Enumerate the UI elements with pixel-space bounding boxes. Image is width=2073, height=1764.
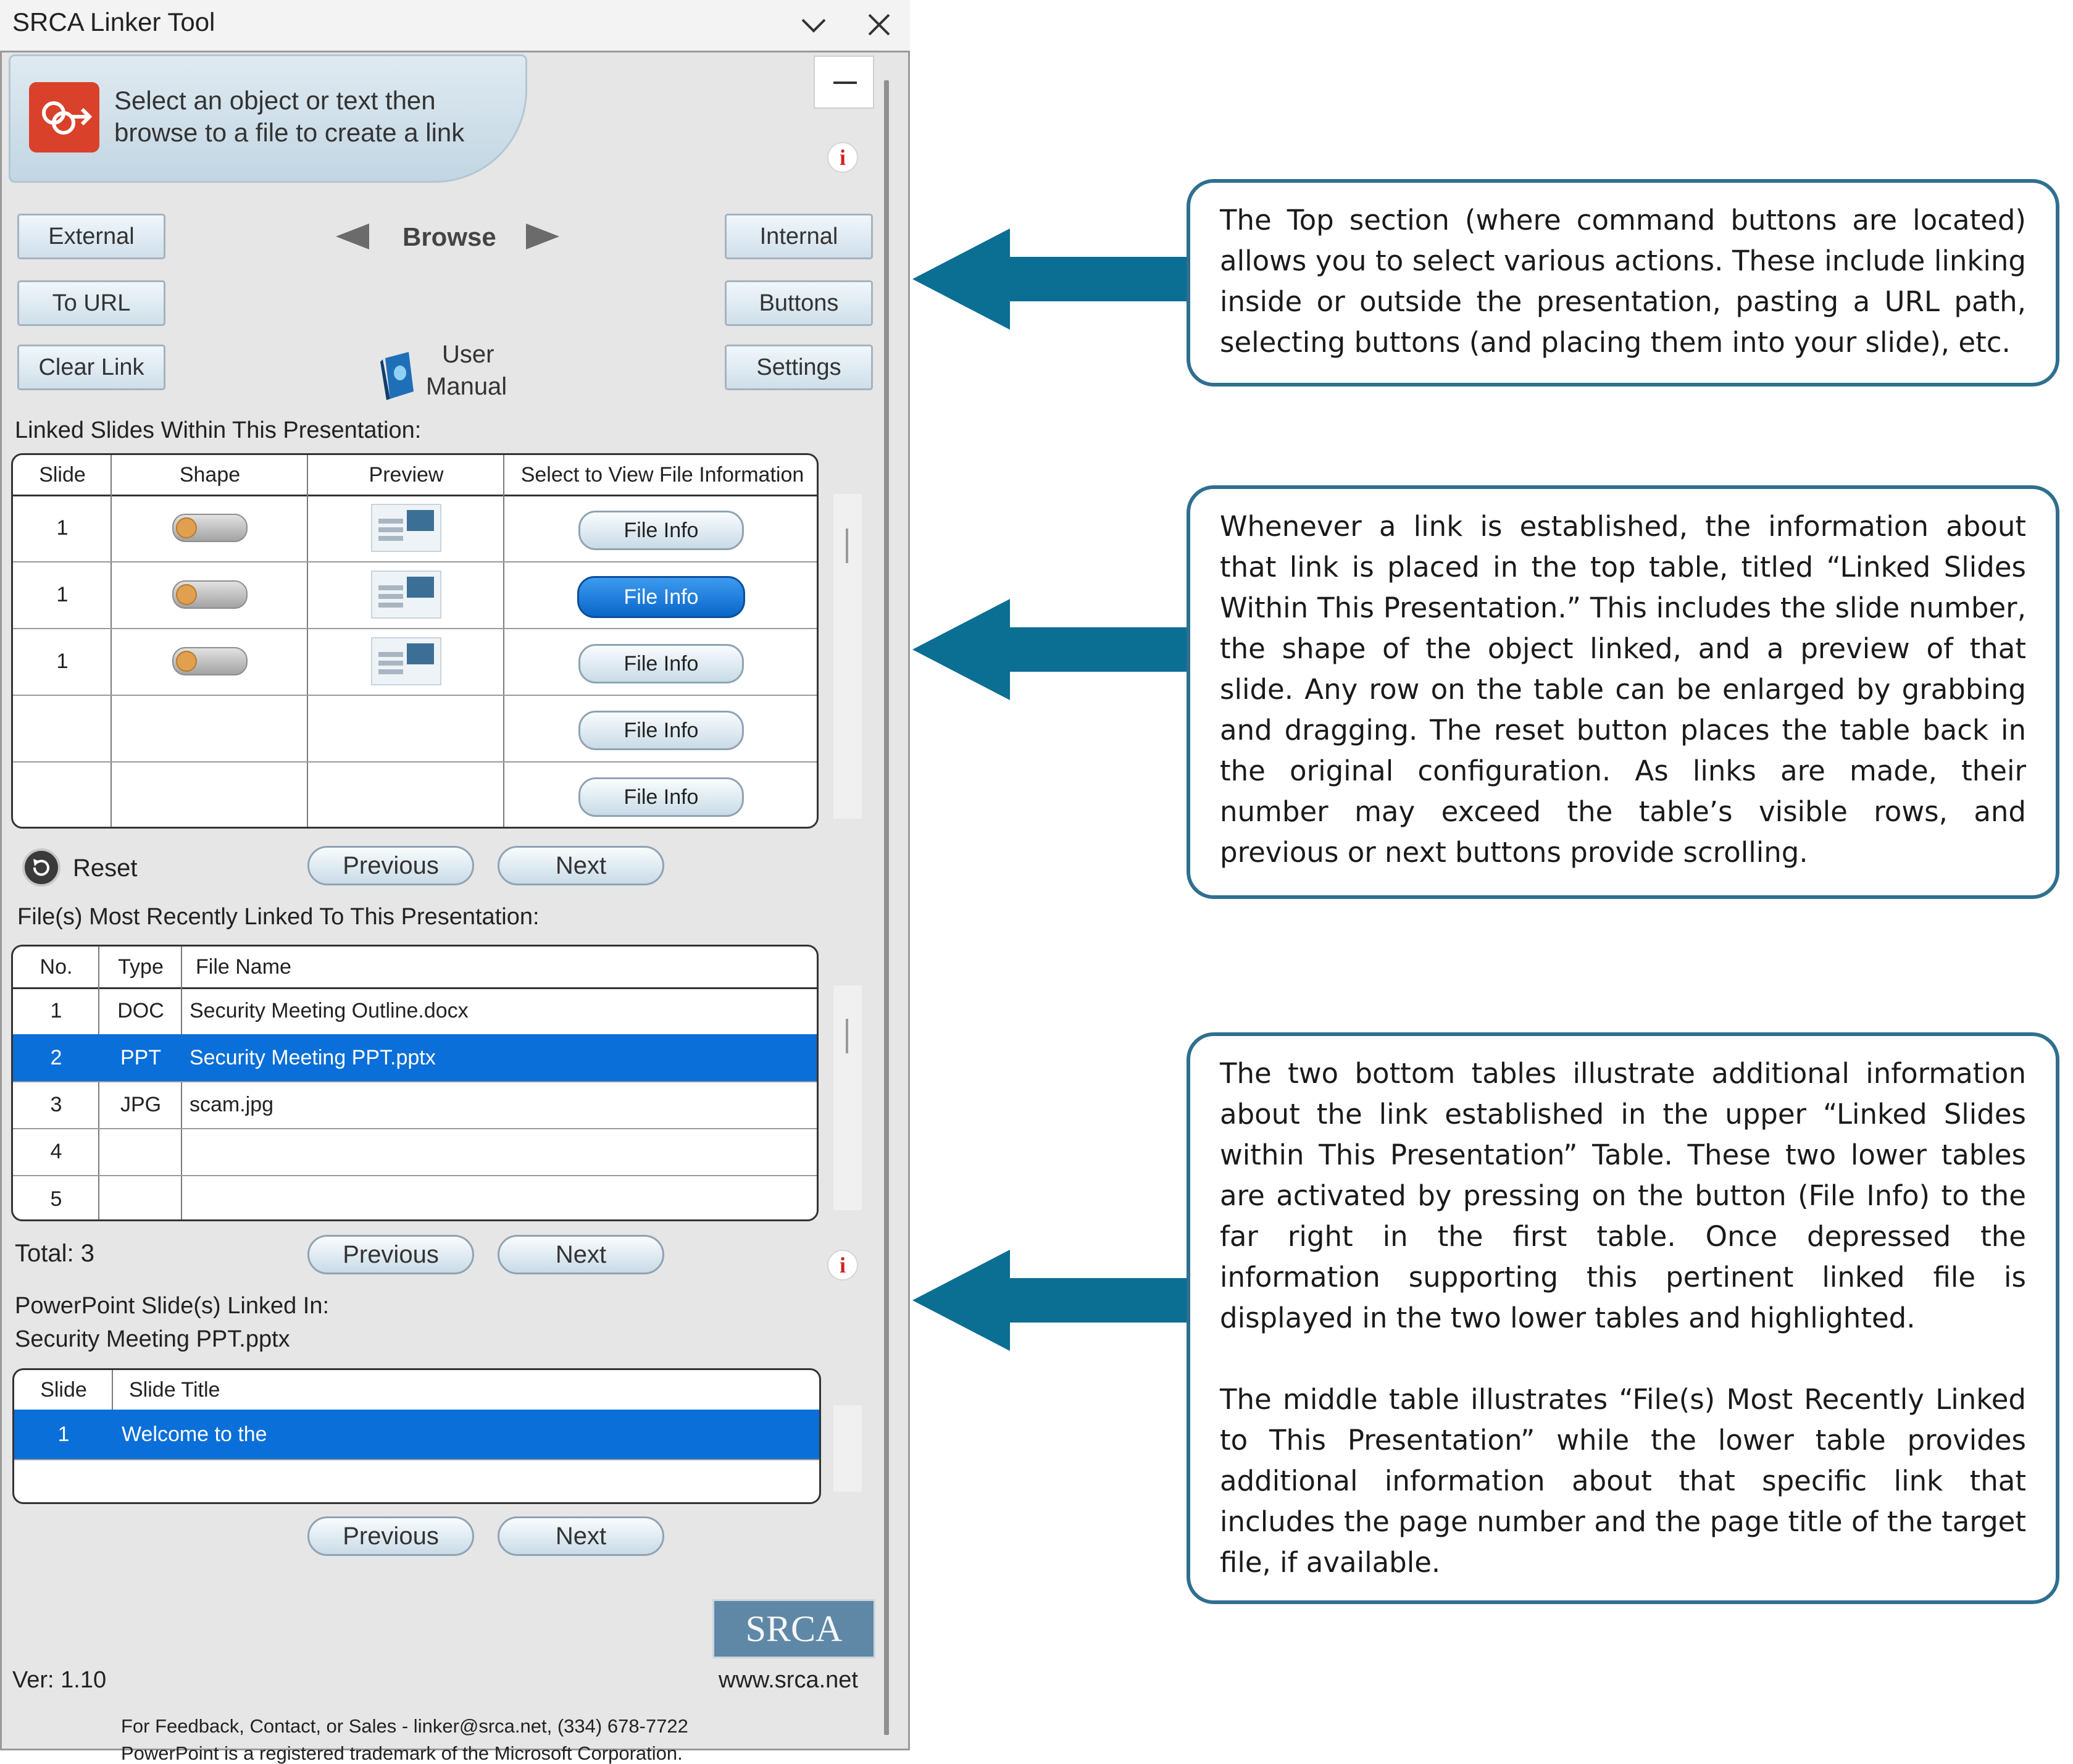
table-row[interactable] bbox=[13, 761, 817, 829]
header-file-information: Select to View File Information bbox=[520, 462, 804, 487]
file-info-button-active[interactable]: File Info bbox=[577, 576, 745, 618]
website-link[interactable]: www.srca.net bbox=[719, 1667, 858, 1693]
slides-linked-file: Security Meeting PPT.pptx bbox=[15, 1326, 290, 1352]
recent-files-table bbox=[11, 945, 819, 1221]
file-info-button[interactable]: File Info bbox=[578, 711, 744, 750]
preview-cell bbox=[308, 561, 504, 628]
row-slide bbox=[13, 761, 112, 829]
slide-preview-thumbnail bbox=[371, 504, 441, 552]
row-type: DOC bbox=[117, 998, 164, 1022]
row-slide: 1 bbox=[56, 582, 69, 606]
header-preview: Preview bbox=[369, 462, 444, 487]
row-type: JPG bbox=[120, 1092, 162, 1116]
shape-cell bbox=[112, 561, 308, 628]
row-file-name: Security Meeting Outline.docx bbox=[190, 998, 469, 1022]
header-slide-title: Slide Title bbox=[129, 1377, 220, 1402]
row-slide-title: Welcome to the bbox=[122, 1422, 267, 1446]
header-shape: Shape bbox=[179, 462, 241, 487]
table-row[interactable] bbox=[13, 628, 817, 696]
file-info-button[interactable]: File Info bbox=[578, 644, 744, 683]
shape-toggle-icon bbox=[172, 647, 248, 675]
table-row[interactable] bbox=[13, 695, 817, 763]
row-no: 1 bbox=[50, 998, 62, 1022]
table-row[interactable] bbox=[13, 1128, 817, 1176]
arrow-left-icon bbox=[909, 594, 1196, 705]
table-row-selected[interactable] bbox=[13, 1034, 817, 1082]
row-no: 3 bbox=[50, 1092, 62, 1116]
info-icon[interactable]: i bbox=[827, 142, 858, 173]
arrow-left-icon bbox=[909, 1245, 1196, 1356]
header-file-name: File Name bbox=[196, 955, 291, 979]
browse-right-icon[interactable] bbox=[523, 221, 562, 252]
row-type bbox=[99, 1175, 182, 1221]
linker-panel bbox=[0, 0, 910, 1764]
files-next-button[interactable]: Next bbox=[498, 1235, 664, 1274]
link-icon bbox=[29, 82, 99, 153]
recent-files-scrollbar[interactable] bbox=[833, 985, 862, 1210]
scroll-thumb[interactable] bbox=[846, 529, 848, 563]
panel-scrollbar[interactable] bbox=[884, 80, 889, 1735]
callout-top-text: The Top section (where command buttons are located) allows you to select various actions. These include linking inside or outside the presentation, pasting a URL path, selecting buttons (and placing them into your slide), etc. bbox=[1220, 204, 2026, 359]
buttons-button[interactable]: Buttons bbox=[725, 280, 873, 326]
row-type: PPT bbox=[120, 1045, 162, 1069]
callout-middle bbox=[1187, 485, 2059, 899]
close-icon[interactable] bbox=[867, 12, 891, 37]
minimize-button[interactable] bbox=[814, 56, 874, 109]
linked-slides-scrollbar[interactable] bbox=[833, 494, 862, 819]
callout-bottom-text-2: The middle table illustrates “File(s) Most Recently Linked to This Presentation” while the lower table provides additional information about that specific link that includes the page number and the page title of the target file, if available. bbox=[1220, 1383, 2026, 1579]
linked-previous-button[interactable]: Previous bbox=[307, 846, 474, 885]
slides-previous-button[interactable]: Previous bbox=[307, 1516, 474, 1556]
shape-toggle-icon bbox=[172, 580, 248, 609]
info-icon[interactable]: i bbox=[827, 1250, 858, 1281]
reset-label[interactable]: Reset bbox=[73, 855, 138, 882]
reset-icon[interactable] bbox=[22, 848, 60, 887]
window-title: SRCA Linker Tool bbox=[12, 7, 215, 36]
browse-label[interactable]: Browse bbox=[403, 222, 496, 251]
shape-toggle-icon bbox=[172, 514, 248, 542]
callout-top bbox=[1187, 179, 2059, 387]
row-slide: 1 bbox=[57, 1422, 70, 1446]
table-row[interactable] bbox=[13, 987, 817, 1035]
file-info-button[interactable]: File Info bbox=[578, 511, 744, 550]
linked-slides-title: Linked Slides Within This Presentation: bbox=[15, 417, 422, 443]
table-row[interactable] bbox=[13, 1081, 817, 1129]
slide-preview-thumbnail bbox=[371, 571, 441, 619]
row-slide bbox=[13, 695, 112, 761]
table-header bbox=[13, 947, 817, 989]
internal-button[interactable]: Internal bbox=[725, 214, 873, 259]
preview-cell bbox=[308, 495, 504, 561]
to-url-button[interactable]: To URL bbox=[17, 280, 165, 326]
minus-icon bbox=[833, 82, 857, 84]
shape-cell bbox=[112, 495, 308, 561]
instruction-banner bbox=[9, 54, 527, 183]
slide-preview-thumbnail bbox=[371, 637, 441, 685]
slides-next-button[interactable]: Next bbox=[498, 1516, 664, 1556]
user-manual-line1[interactable]: User bbox=[442, 341, 494, 368]
row-no: 4 bbox=[50, 1139, 62, 1163]
chevron-down-icon[interactable] bbox=[800, 16, 827, 35]
callout-bottom-text-1: The two bottom tables illustrate additional information about the link established in the upper “Linked Slides within This Presentation” Table. These two lower tables are activated by pressing on the button (File Info) to the far right in the first table. Once depressed the information supporting this pertinent linked file is displayed in the two lower tables and highlighted. bbox=[1220, 1057, 2026, 1334]
table-row[interactable] bbox=[13, 495, 817, 562]
arrow-left-icon bbox=[909, 224, 1196, 335]
linked-slides-table bbox=[11, 453, 819, 829]
slides-linked-title: PowerPoint Slide(s) Linked In: bbox=[15, 1293, 330, 1319]
table-row[interactable] bbox=[13, 561, 817, 629]
scroll-thumb[interactable] bbox=[846, 1019, 848, 1053]
shape-cell bbox=[112, 628, 308, 695]
banner-text-line1: Select an object or text then bbox=[114, 86, 436, 115]
table-row[interactable] bbox=[13, 1175, 817, 1221]
header-slide: Slide bbox=[40, 1377, 87, 1402]
row-no: 5 bbox=[50, 1187, 62, 1211]
row-slide: 1 bbox=[56, 649, 69, 673]
book-icon[interactable] bbox=[379, 351, 416, 400]
callout-bottom bbox=[1187, 1032, 2059, 1604]
external-button[interactable]: External bbox=[17, 214, 165, 259]
browse-left-icon[interactable] bbox=[333, 221, 372, 252]
clear-link-button[interactable]: Clear Link bbox=[17, 345, 165, 390]
callout-middle-text: Whenever a link is established, the information about that link is placed in the top table, titled “Linked Slides Within This Presentation.” This includes the slide number, the shape of the object linked, and a preview of that slide. Any row on the table can be enlarged by grabbing and dragging. The reset button places the table back in the original configuration. As links are made, their number may exceed the table’s visible rows, and previous or next buttons provide scrolling. bbox=[1220, 510, 2026, 869]
table-header bbox=[13, 455, 817, 496]
linked-next-button[interactable]: Next bbox=[498, 846, 664, 885]
trademark-text: PowerPoint is a registered trademark of the Microsoft Corporation. bbox=[121, 1742, 683, 1764]
files-previous-button[interactable]: Previous bbox=[307, 1235, 474, 1274]
preview-cell bbox=[308, 628, 504, 695]
banner-text-line2: browse to a file to create a link bbox=[114, 118, 465, 147]
row-type bbox=[99, 1128, 182, 1175]
user-manual-line2[interactable]: Manual bbox=[426, 373, 507, 400]
srca-logo[interactable]: SRCA bbox=[712, 1599, 875, 1658]
row-file-name: scam.jpg bbox=[190, 1092, 274, 1116]
row-file-name: Security Meeting PPT.pptx bbox=[190, 1045, 436, 1069]
row-slide: 1 bbox=[56, 516, 69, 540]
feedback-text: For Feedback, Contact, or Sales - linker@srca.net, (334) 678-7722 bbox=[121, 1715, 688, 1737]
slides-linked-table bbox=[12, 1368, 821, 1504]
file-info-button[interactable]: File Info bbox=[578, 777, 744, 817]
header-no: No. bbox=[40, 955, 73, 979]
header-slide: Slide bbox=[39, 462, 86, 487]
recent-files-title: File(s) Most Recently Linked To This Presentation: bbox=[17, 904, 540, 930]
row-no: 2 bbox=[50, 1045, 62, 1069]
slides-linked-scrollbar[interactable] bbox=[833, 1405, 862, 1492]
table-row-selected[interactable] bbox=[14, 1410, 819, 1460]
settings-button[interactable]: Settings bbox=[725, 345, 873, 390]
header-type: Type bbox=[118, 955, 164, 979]
table-header bbox=[14, 1370, 819, 1411]
total-count: Total: 3 bbox=[15, 1240, 94, 1267]
title-bar bbox=[0, 0, 910, 51]
version-label: Ver: 1.10 bbox=[12, 1667, 107, 1693]
